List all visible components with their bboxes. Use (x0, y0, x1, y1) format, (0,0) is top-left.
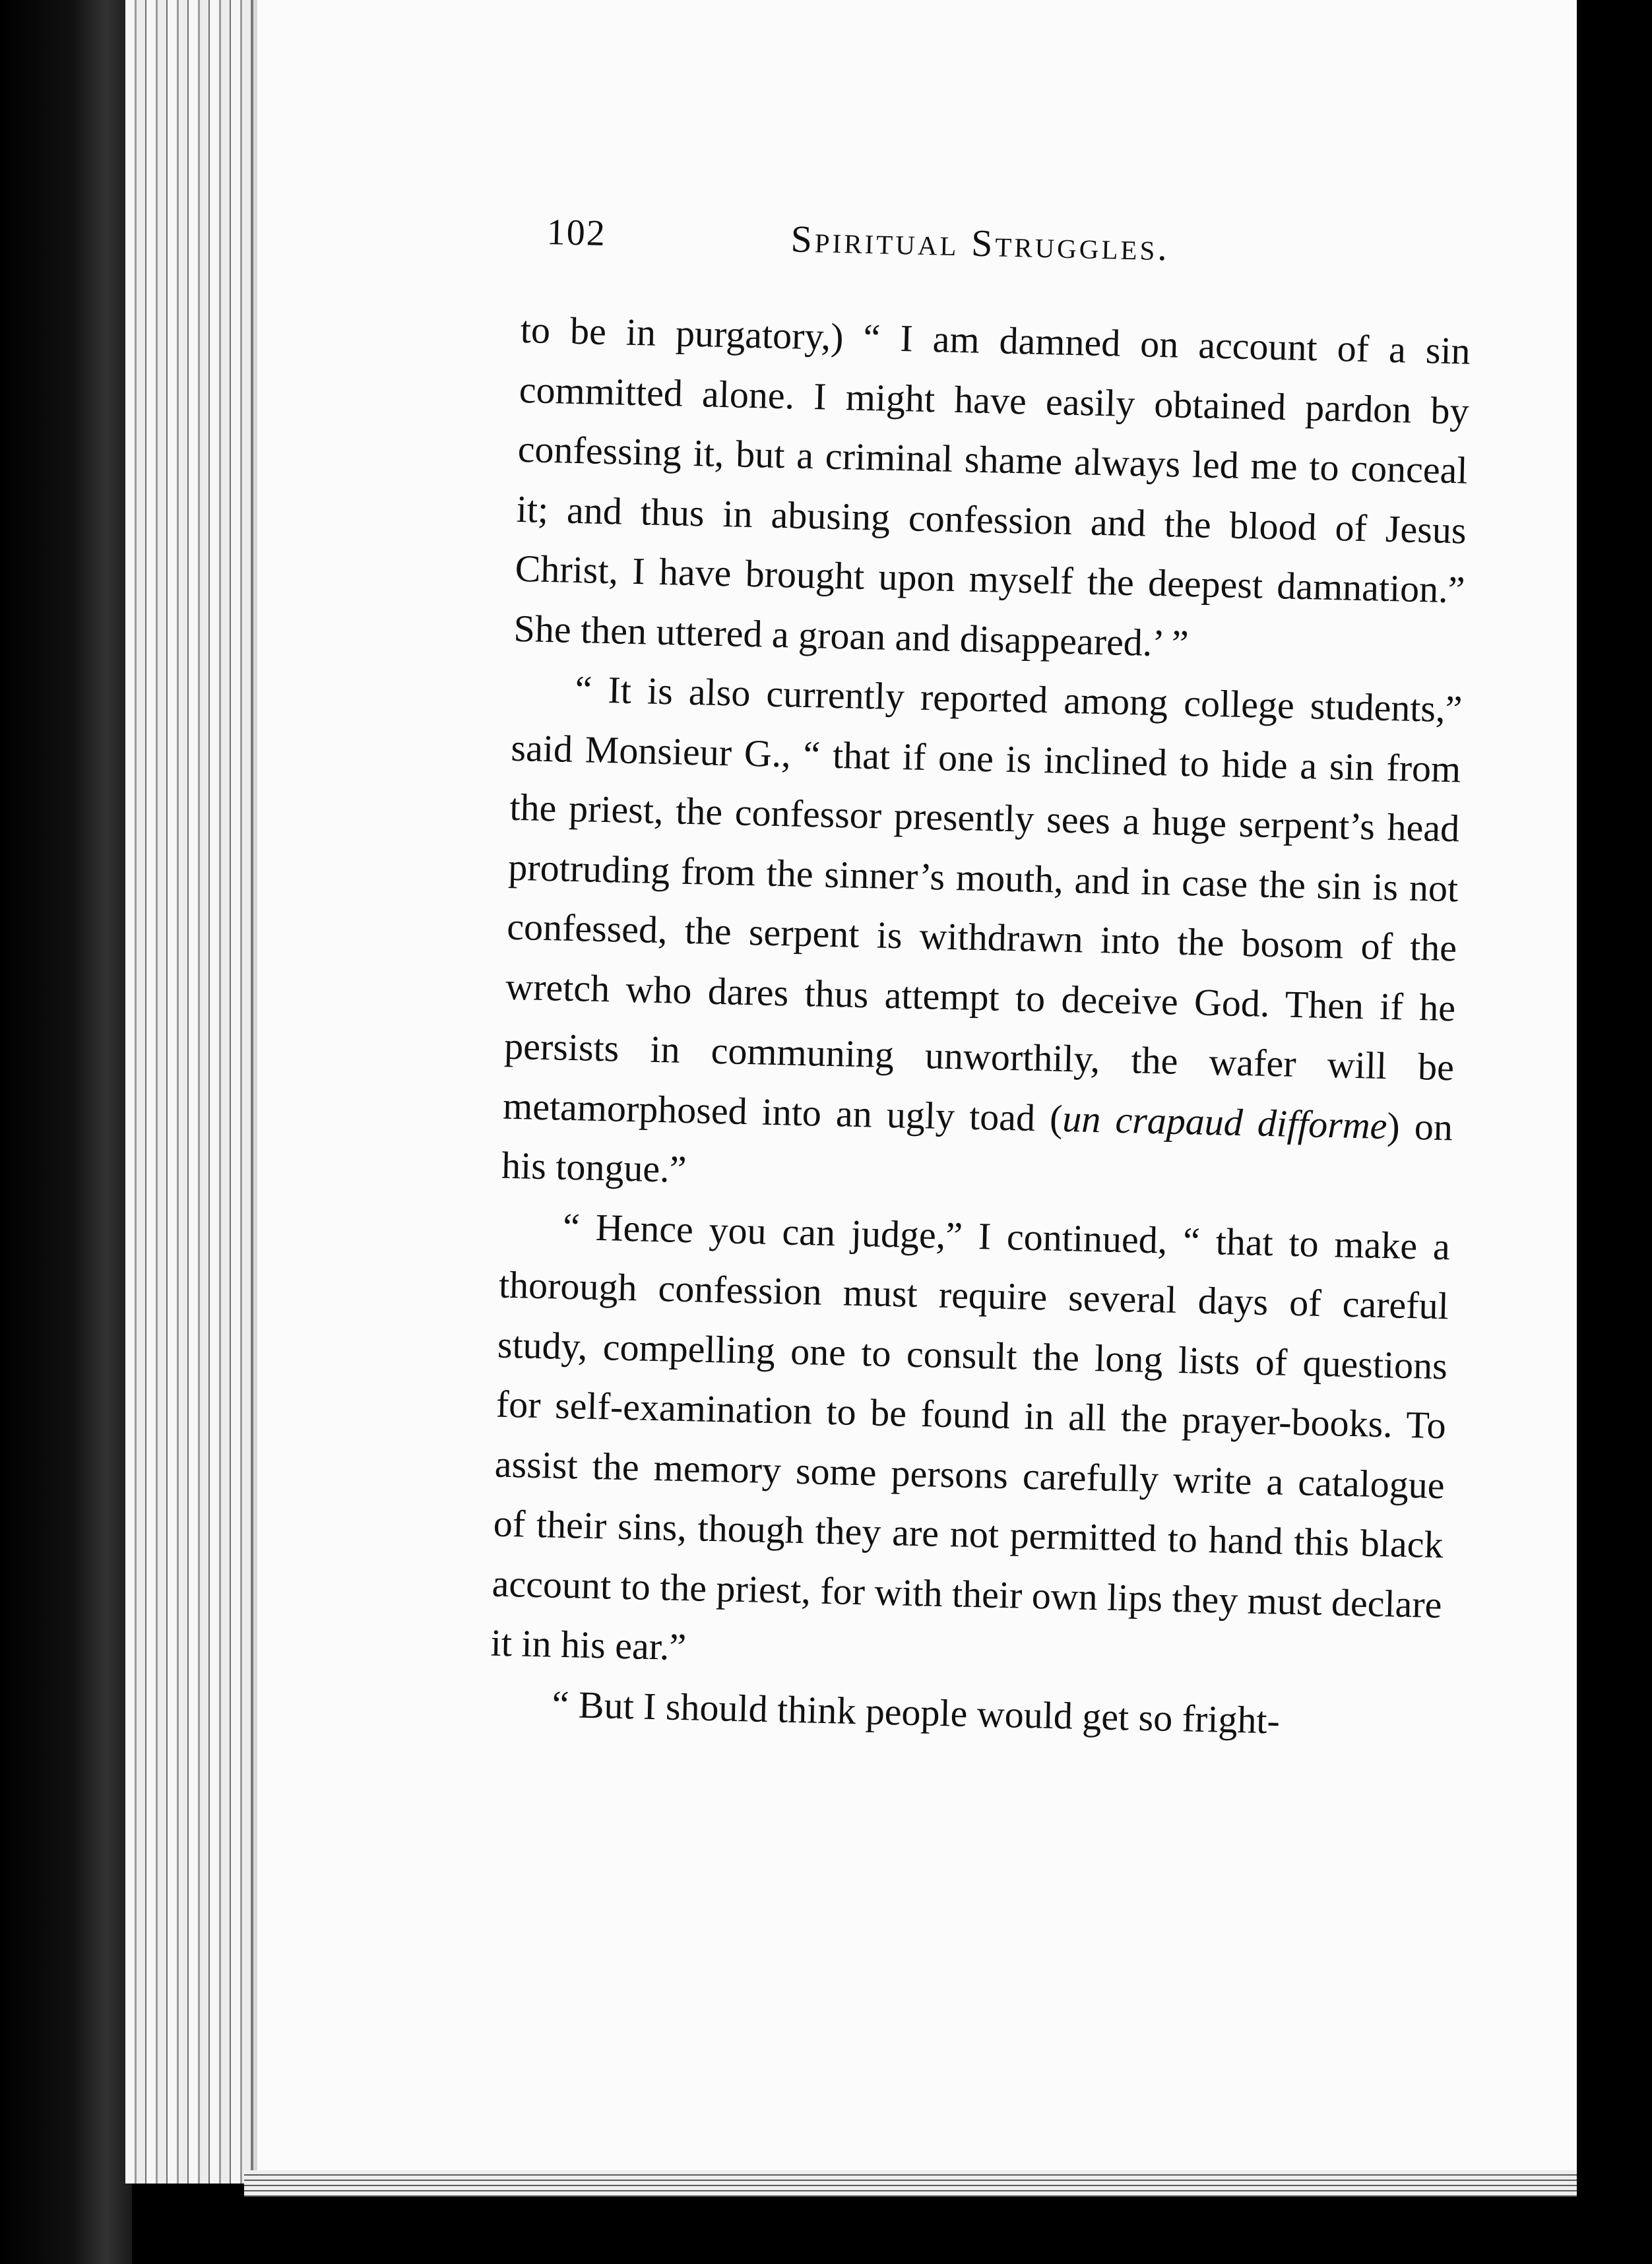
page-bottom-edge (244, 2170, 1590, 2197)
paragraph-3-text: “ Hence you can judge,” I continued, “ that to make a thorough confession must require several days of careful study, compelling one to consult the long lists of questions for self-examination to be found in all the prayer-books. To assist the memory some persons carefully write a catalogue of their sins, though they are not permitted to hand this black account to the priest, for with their own lips they must declare it in his ear.” (490, 1205, 1451, 1669)
paragraph-2-italic-phrase: un crapaud difforme (1062, 1096, 1388, 1147)
paragraph-1 (513, 300, 1471, 680)
paragraph-1-text: to be in purgatory,) “ I am damned on account of a sin committed alone. I might have easily obtained pardon by confessing it, but a criminal shame always led me to conceal it; and thus in abusing confession and the blood of Jesus Christ, I have brought upon myself the deepest damnation.” She then uttered a groan and disappeared.’ ” (513, 307, 1471, 665)
scan-background-right (1577, 0, 1652, 2264)
running-title: Spiritual Struggles. (790, 217, 1170, 269)
book-spine-shadow (0, 0, 132, 2264)
paragraph-4-text: “ But I should think people would get so fright- (552, 1682, 1281, 1742)
body-text (489, 300, 1471, 1754)
paragraph-2-text-after: ) on his tongue.” (501, 1104, 1453, 1191)
paragraph-3 (490, 1195, 1451, 1694)
paragraph-2 (501, 658, 1463, 1217)
paragraph-2-text: “ It is also currently reported among college students,” said Monsieur G., “ that if one is inclined to hide a sin from the priest, the confessor presently sees a huge serpent’s head protruding from the sinner’s mouth, and in case the sin is not confessed, the serpent is withdrawn into the bosom of the wretch who dares thus attempt to deceive God. Then if he persists in communing unworthily, the wafer will be metamorphosed into an ugly toad ( (502, 668, 1463, 1140)
page-number: 102 (546, 211, 607, 255)
